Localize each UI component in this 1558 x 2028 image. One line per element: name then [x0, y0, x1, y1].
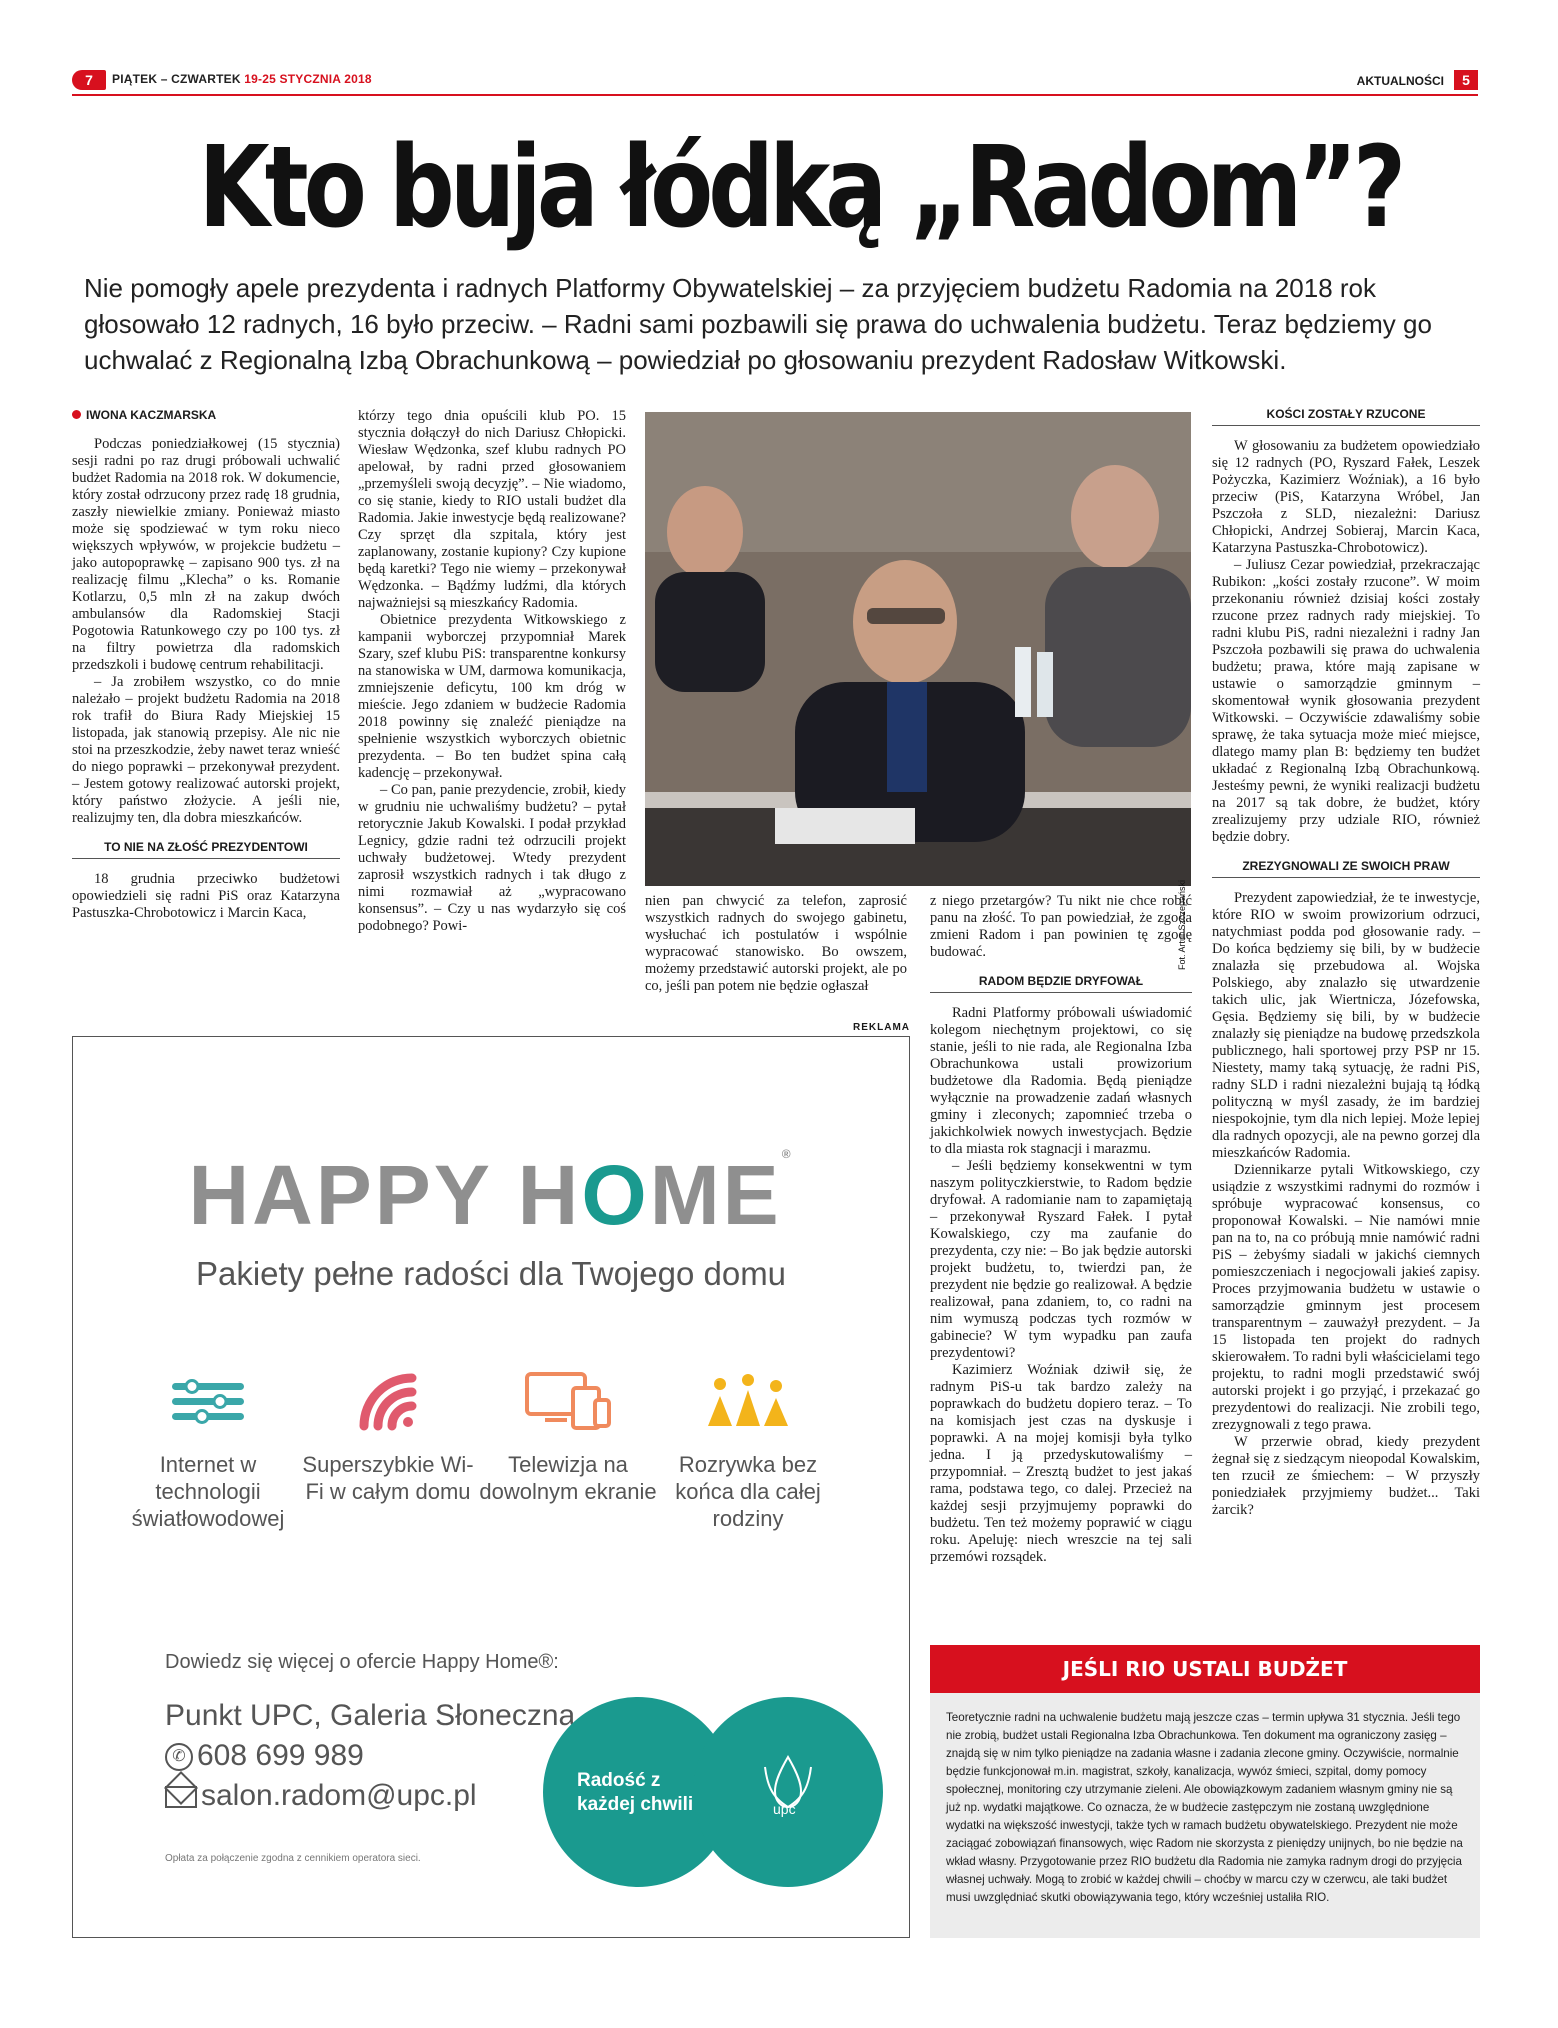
wifi-icon	[298, 1367, 478, 1437]
upc-emblem-icon	[693, 1697, 883, 1887]
feature-wifi	[298, 1367, 478, 1505]
column-4	[930, 893, 1192, 1566]
page-header	[72, 70, 1478, 94]
ad-more-info: Dowiedz się więcej o ofercie Happy Home®:	[165, 1651, 559, 1673]
paragraph: – Jeśli będziemy konsekwentni w tym naszym polityczkierstwie, to Radom będzie dryfował. A radomianie nam to zapamiętają – przekonywał Ryszard Fałek. I pytał Kowalskiego, czy ma zaufanie do prezydenta, czy nie: – Bo jak będzie autorski projekt budżetu, to, twierdzi pan, że prezydent nie będzie go realizował. A będzie realizował, pana zdaniem, to, co radni na nim wymuszą podczas tych rozmów w gabinecie? W tym wypadku pan zaufa prezydentowi?	[930, 1158, 1192, 1361]
paragraph: Dziennikarze pytali Witkowskiego, czy usiądzie z wszystkimi radnymi do rozmów i spróbuje wypracować konsensus, co proponował Kowalski. – Nie namówi mnie pan na to, na co próbują mnie namówić radni PiS – żebyśmy siadali w jakichś ciemnych pomieszczeniach i negocjowali jakieś zapisy. Proces przyjmowania budżetu w ustawie o samorządzie gminnym jest procesem transparentnym – zauważył prezydent. – Ja 15 listopada ten projekt do radnych skierowałem. To radni byli właścicielami tego projektu, to radni mogli przedstawić swój autorski projekt i go przyjąć, i przekazać go prezydentowi do realizacji. Nie zrobili tego, zrezygnowali z tego prawa.	[1212, 1162, 1480, 1433]
mail-icon	[165, 1786, 197, 1808]
paragraph: W przerwie obrad, kiedy prezydent żegnał się z siedzącym nieopodal Kowalskim, ten rzucił ze śmiechem: – W przyszły poniedziałek przyjmiemy budżet... Taki żarcik?	[1212, 1434, 1480, 1518]
paragraph: którzy tego dnia opuścili klub PO. 15 stycznia dołączył do nich Dariusz Chłopicki. Wiesław Wędzonka, szef klubu radnych PO apelował, by radni przed głosowaniem „przemyśleli swoją decyzję”. – Nie wiadomo, co się stanie, kiedy to RIO ustali budżet dla Radomia. Jakie inwestycje będą realizowane? Czy sprzęt dla szpitala, który jest zaplanowany, zostanie kupiony? Czy kupione będą karetki? Tego nie wiemy – przekonywał Wędzonka. – Bądźmy ludźmi, dla których najważniejsi są mieszkańcy Radomia.	[358, 408, 626, 611]
feature-label: Rozrywka bez końca dla całej rodziny	[675, 1452, 821, 1531]
paragraph: Prezydent zapowiedział, że te inwestycje, które RIO w swoim prowizorium odrzuci, natychmiast podda pod głosowanie rady. – Do końca będziemy się bili, by w budżecie znalazła się przebudowa al. Wojska Polskiego, aby znalazło się utwardzenie takich ulic, jak Wiertnicza, Józefowska, Gęsia. Będziemy się bili, by w budżecie znalazły się pieniądze na budowę przedszkola publicznego, hali sportowej przy PSP nr 15. Niestety, mamy taką sytuację, że radni PiS, radny SLD i radni niezależni bujają tą łódką polityczną w myśl zasady, że im bardziej niespokojnie, tym dla nich lepiej. Może lepiej dla radnych opozycji, ale na pewno gorzej dla mieszkańców Radomia.	[1212, 890, 1480, 1161]
ad-fine-print: Opłata za połączenie zgodna z cennikiem operatora sieci.	[165, 1853, 421, 1864]
subheading: ZREZYGNOWALI ZE SWOICH PRAW	[1212, 856, 1480, 878]
author-name: IWONA KACZMARSKA	[86, 408, 217, 422]
column-5	[1212, 404, 1480, 1519]
paragraph: – Ja zrobiłem wszystko, co do mnie należało – projekt budżetu Radomia na 2018 rok trafił do Biura Rady Miejskiej 15 listopada, jak stanowią przepisy. Ale nic nie stoi na przeszkodzie, żeby nawet teraz wnieść do niego poprawki – przekonywał prezydent. – Jestem gotowy realizować autorski projekt, który państwo złożycie. A jeśli nie, realizujmy ten, dla dobra mieszkańców.	[72, 674, 340, 826]
family-icon	[658, 1367, 838, 1437]
feature-label: Superszybkie Wi-Fi w całym domu	[302, 1452, 474, 1504]
infobox-body: Teoretycznie radni na uchwalenie budżetu mają jeszcze czas – termin upływa 31 stycznia. Jeśli tego nie zrobią, budżet ustali Regionalna Izba Obrachunkowa. Ten dokument ma ograniczony zasięg – znajdą się w nim tylko pieniądze na zadania własne i zadania zlecone gminy. Oczywiście, normalnie będzie funkcjonował m.in. magistrat, szkoły, kanalizacja, wywóz śmieci, szpital, domy pomocy społecznej, monitoring czy utrzymanie zieleni. Ale obowiązkowym zadaniem własnym gminy nie są już np. wydatki majątkowe. Co oznacza, że w budżecie zastępczym nie zostaną uwzględnione wydatki na większość inwestycji, także tych w ramach budżetu obywatelskiego. Prezydent nie może zaciągać zobowiązań finansowych, więc Radom nie skorzysta z pieniędzy unijnych, bo nie będzie na wkład własny. Przygotowanie przez RIO budżetu dla Radomia nie zamyka radnym drogi do przyjęcia własnej uchwały. Mogą to zrobić w każdej chwili – choćby w marcu czy w czerwcu, ale taki budżet musi uwzględniać skutki obowiązywania tego, który wcześniej ustaliła RIO.	[930, 1693, 1480, 1938]
page-number: 5	[1454, 70, 1478, 90]
newspaper-logo: 7	[72, 70, 106, 90]
brand-text-end: ME	[649, 1148, 782, 1242]
subheading: KOŚCI ZOSTAŁY RZUCONE	[1212, 404, 1480, 426]
paragraph: – Juliusz Cezar powiedział, przekraczając Rubikon: „kości zostały rzucone”. W moim przekonaniu również dzisiaj kości zostały rzucone przez radnych rady miejskiej. To radni klubu PiS, radni niezależni i radny Jan Pszczoła pozbawili się prawa do uchwalenia budżetu; prawa, które mają zapisane w ustawie o samorządzie gminnym – skomentował wynik głosowania prezydent Witkowski. – Oczywiście zdawaliśmy sobie sprawę, że taka sytuacja może mieć miejsce, dlatego mamy plan B: będziemy ten budżet układać z Regionalną Izbą Obrachunkową. Jesteśmy pewni, że wyniki realizacji budżetu na 2017 są tak dobre, że budżet, który zrealizujemy przy udziale RIO, również będzie dobry.	[1212, 557, 1480, 845]
paragraph: W głosowaniu za budżetem opowiedziało się 12 radnych (PO, Ryszard Fałek, Leszek Pożyczka, Kazimierz Woźniak), a 16 było przeciw (PiS, Katarzyna Wróbel, Jan Pszczoła z SLD, niezależni: Dariusz Chłopicki, Andrzej Sobieraj, Marcin Kaca, Katarzyna Pastuszka-Chrobotowicz).	[1212, 438, 1480, 556]
paragraph: – Co pan, panie prezydencie, zrobił, kiedy w grudniu nie uchwaliśmy budżetu? – pytał retorycznie Jakub Kowalski. I podał przykład Legnicy, gdzie radni też odrzucili projekt uchwały budżetowej. Wtedy prezydent zaprosił wszystkich radnych i tak długo z nimi rozmawiał aż „wypracowano konsensus”. – Czy u nas wydarzyło się coś podobnego? Powi-	[358, 782, 626, 934]
phone-number: 608 699 989	[197, 1739, 364, 1772]
ad-email[interactable]	[165, 1779, 477, 1813]
lead-paragraph: Nie pomogły apele prezydenta i radnych Platformy Obywatelskiej – za przyjęciem budżetu Radomia na 2018 rok głosowało 12 radnych, 16 było przeciw. – Radni sami pozbawili się prawa do uchwalenia budżetu. Teraz będziemy go uchwalać z Regionalną Izbą Obrachunkową – powiedział po głosowaniu prezydent Radosław Witkowski.	[84, 273, 1432, 375]
photo-illustration	[645, 412, 1191, 886]
column-1	[72, 408, 340, 922]
advertisement[interactable]	[72, 1036, 910, 1938]
brand-o: O	[581, 1148, 650, 1242]
headline: Kto buja łódką „Radom”?	[198, 123, 1402, 253]
dates-prefix: PIĄTEK – CZWARTEK	[112, 72, 241, 86]
ad-phone[interactable]	[165, 1739, 364, 1773]
feature-family	[658, 1367, 838, 1532]
issue-dates	[112, 72, 372, 86]
header-divider	[72, 94, 1478, 96]
ad-brand	[73, 1147, 909, 1244]
ad-store: Punkt UPC, Galeria Słoneczna	[165, 1699, 576, 1732]
devices-icon	[478, 1367, 658, 1437]
paragraph: nien pan chwycić za telefon, zaprosić wszystkich radnych do swojego gabinetu, wysłuchać ich postulatów i wspólnie wypracować stanowisko. Bo owszem, możemy przedstawić autorski projekt, ale po co, jeśli pan potem nie będzie ogłaszał	[645, 893, 907, 994]
feature-label: Internet w technologii światłowodowej	[131, 1452, 285, 1531]
fiber-icon	[118, 1367, 298, 1437]
paragraph: Radni Platformy próbowali uświadomić kolegom niechętnym projektowi, co się stanie, jeśli to nie rada, ale Regionalna Izba Obrachunkowa ustali prowizorium budżetowe dla Radomia. Będą pieniądze wyłącznie na prowadzenie zadań własnych gminy i zleconych; zapomnieć trzeba o jakichkolwiek nowych inwestycjach. Będzie to dla miasta rok stagnacji i marazmu.	[930, 1005, 1192, 1157]
paragraph: Obietnice prezydenta Witkowskiego z kampanii wyborczej przypomniał Marek Szary, szef klubu PiS: transparentne konkursy na stanowiska w UM, darmowa komunikacja, zmniejszenie deficytu, 100 km dróg w mieście. Jego zdaniem w budżecie Radomia 2018 powinny się znaleźć pieniądze na spełnienie wszystkich wyborczych obietnic prezydenta. – Bo ten budżet spina całą kadencję – przekonywał.	[358, 612, 626, 781]
upc-text: upc	[773, 1801, 796, 1817]
column-2	[358, 408, 626, 935]
brand-text: HAPPY H	[188, 1148, 582, 1242]
upc-logo	[693, 1697, 883, 1887]
registered-mark: ®	[781, 1147, 794, 1161]
ad-tagline: Pakiety pełne radości dla Twojego domu	[195, 1255, 787, 1292]
dates-range: 19-25 STYCZNIA 2018	[244, 72, 372, 86]
feature-tv	[478, 1367, 658, 1505]
email-address: salon.radom@upc.pl	[201, 1779, 477, 1812]
subheading: TO NIE NA ZŁOŚĆ PREZYDENTOWI	[72, 837, 340, 859]
paragraph: Podczas poniedziałkowej (15 stycznia) sesji radni po raz drugi próbowali uchwalić budżet Radomia na 2018 rok. W dokumencie, który został odrzucony przez radę 18 grudnia, zaszły niewielkie zmiany. Ponieważ miasto może się spodziewać w tym roku nieco większych wpływów, w projekcie budżetu – jako autopoprawkę – zapisano 900 tys. zł na realizację filmu „Klecha” o ks. Romanie Kotlarzu, 0,5 mln zł na zakup dwóch ambulansów dla Radomskiej Stacji Pogotowia Ratunkowego czy po 100 tys. zł na filtry powietrza dla radomskich przedszkoli i budowę centrum rehabilitacji.	[72, 436, 340, 673]
section-name: AKTUALNOŚCI	[1356, 74, 1444, 88]
paragraph: z niego przetargów? Tu nikt nie chce robić panu na złość. To pan powiedział, że zgoda zmieni Radom i pan powinien tę zgodę budować.	[930, 893, 1192, 960]
feature-internet	[118, 1367, 298, 1532]
author-byline	[72, 408, 340, 422]
paragraph: Kazimierz Woźniak dziwił się, że radnym PiS-u tak bardzo zależy na poprawkach do budżetu dopiero teraz. – To na komisjach jest czas na dyskusje i poprawki. A na mojej komisji była tylko jedna. I ją przedyskutowaliśmy – przypomniał. – Zresztą budżet to jest jakaś rama, podstawa tego, co dalej. Przecież na każdej sesji przyjmujemy poprawki do budżetu. Ten też możemy poprawić w ciągu roku. Apeluję: niech wreszcie na tej sali przemówi rozsądek.	[930, 1362, 1192, 1565]
photo-credit: Fot. Artur Szczepański	[1177, 880, 1187, 971]
paragraph: 18 grudnia przeciwko budżetowi opowiedzieli się radni PiS oraz Katarzyna Pastuszka-Chrobotowicz i Marcin Kaca,	[72, 871, 340, 921]
bullet-icon	[72, 410, 81, 419]
phone-icon: ✆	[165, 1743, 193, 1771]
ad-label: REKLAMA	[853, 1022, 910, 1033]
infobox-title: JEŚLI RIO USTALI BUDŻET	[930, 1645, 1480, 1693]
ad-slogan: Radość z każdej chwili	[577, 1770, 694, 1815]
column-3	[645, 893, 907, 995]
feature-label: Telewizja na dowolnym ekranie	[479, 1452, 657, 1504]
subheading: RADOM BĘDZIE DRYFOWAŁ	[930, 971, 1192, 993]
